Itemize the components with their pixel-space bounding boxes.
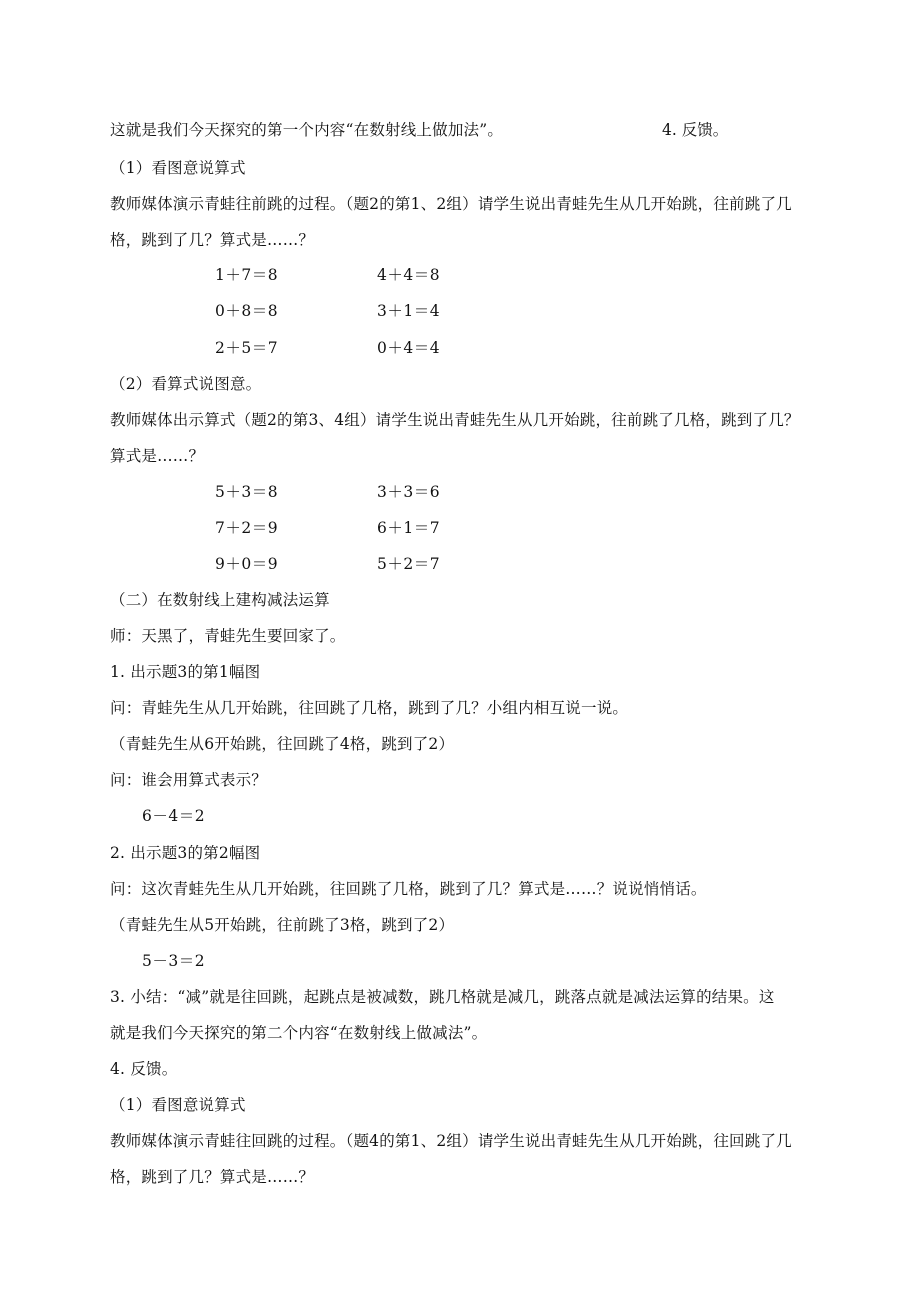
equation: 5－3＝2 xyxy=(142,952,206,970)
equation: 0＋4＝4 xyxy=(377,339,441,357)
equation: 4＋4＝8 xyxy=(377,266,441,284)
side-note: 4. 反馈。 xyxy=(662,121,729,139)
text-line: 师：天黑了，青蛙先生要回家了。 xyxy=(110,627,346,645)
text-line: 教师媒体演示青蛙往前跳的过程。（题2的第1、2组）请学生说出青蛙先生从几开始跳，往前跳了几 xyxy=(110,195,792,213)
equation: 1＋7＝8 xyxy=(215,266,279,284)
equation: 6－4＝2 xyxy=(142,807,206,825)
text-line: 4. 反馈。 xyxy=(110,1060,178,1078)
equation: 3＋1＝4 xyxy=(377,302,441,320)
text-line: 教师媒体出示算式（题2的第3、4组）请学生说出青蛙先生从几开始跳，往前跳了几格，跳到了几？ xyxy=(110,411,800,429)
text-line: 问：青蛙先生从几开始跳，往回跳了几格，跳到了几？小组内相互说一说。 xyxy=(110,699,629,717)
equation: 9＋0＝9 xyxy=(215,555,279,573)
text-line: 问：谁会用算式表示？ xyxy=(110,771,268,789)
text-line: （1）看图意说算式 xyxy=(110,1096,246,1114)
text-line: 格，跳到了几？算式是……？ xyxy=(110,231,315,249)
text-line: 3. 小结：“减”就是往回跳，起跳点是被减数，跳几格就是减几，跳落点就是减法运算的结果。这 xyxy=(110,988,775,1006)
text-line: 2. 出示题3的第2幅图 xyxy=(110,844,261,862)
text-line: 教师媒体演示青蛙往回跳的过程。（题4的第1、2组）请学生说出青蛙先生从几开始跳，往回跳了几 xyxy=(110,1132,792,1150)
equation: 6＋1＝7 xyxy=(377,519,441,537)
text-line: （2）看算式说图意。 xyxy=(110,375,262,393)
section-heading: （二）在数射线上建构减法运算 xyxy=(110,591,330,609)
equation: 7＋2＝9 xyxy=(215,519,279,537)
text-line: 问：这次青蛙先生从几开始跳，往回跳了几格，跳到了几？算式是……？说说悄悄话。 xyxy=(110,880,707,898)
equation: 2＋5＝7 xyxy=(215,339,279,357)
text-line: 格，跳到了几？算式是……？ xyxy=(110,1168,315,1186)
text-line: （1）看图意说算式 xyxy=(110,159,246,177)
text-line: 就是我们今天探究的第二个内容“在数射线上做减法”。 xyxy=(110,1024,488,1042)
text-line: （青蛙先生从6开始跳，往回跳了4格，跳到了2） xyxy=(110,735,455,753)
equation: 3＋3＝6 xyxy=(377,483,441,501)
text-line: （青蛙先生从5开始跳，往前跳了3格，跳到了2） xyxy=(110,916,455,934)
text-line: 1. 出示题3的第1幅图 xyxy=(110,663,261,681)
equation: 5＋3＝8 xyxy=(215,483,279,501)
equation: 5＋2＝7 xyxy=(377,555,441,573)
equation: 0＋8＝8 xyxy=(215,302,279,320)
text-line: 这就是我们今天探究的第一个内容“在数射线上做加法”。 xyxy=(110,121,504,139)
text-line: 算式是……？ xyxy=(110,447,205,465)
